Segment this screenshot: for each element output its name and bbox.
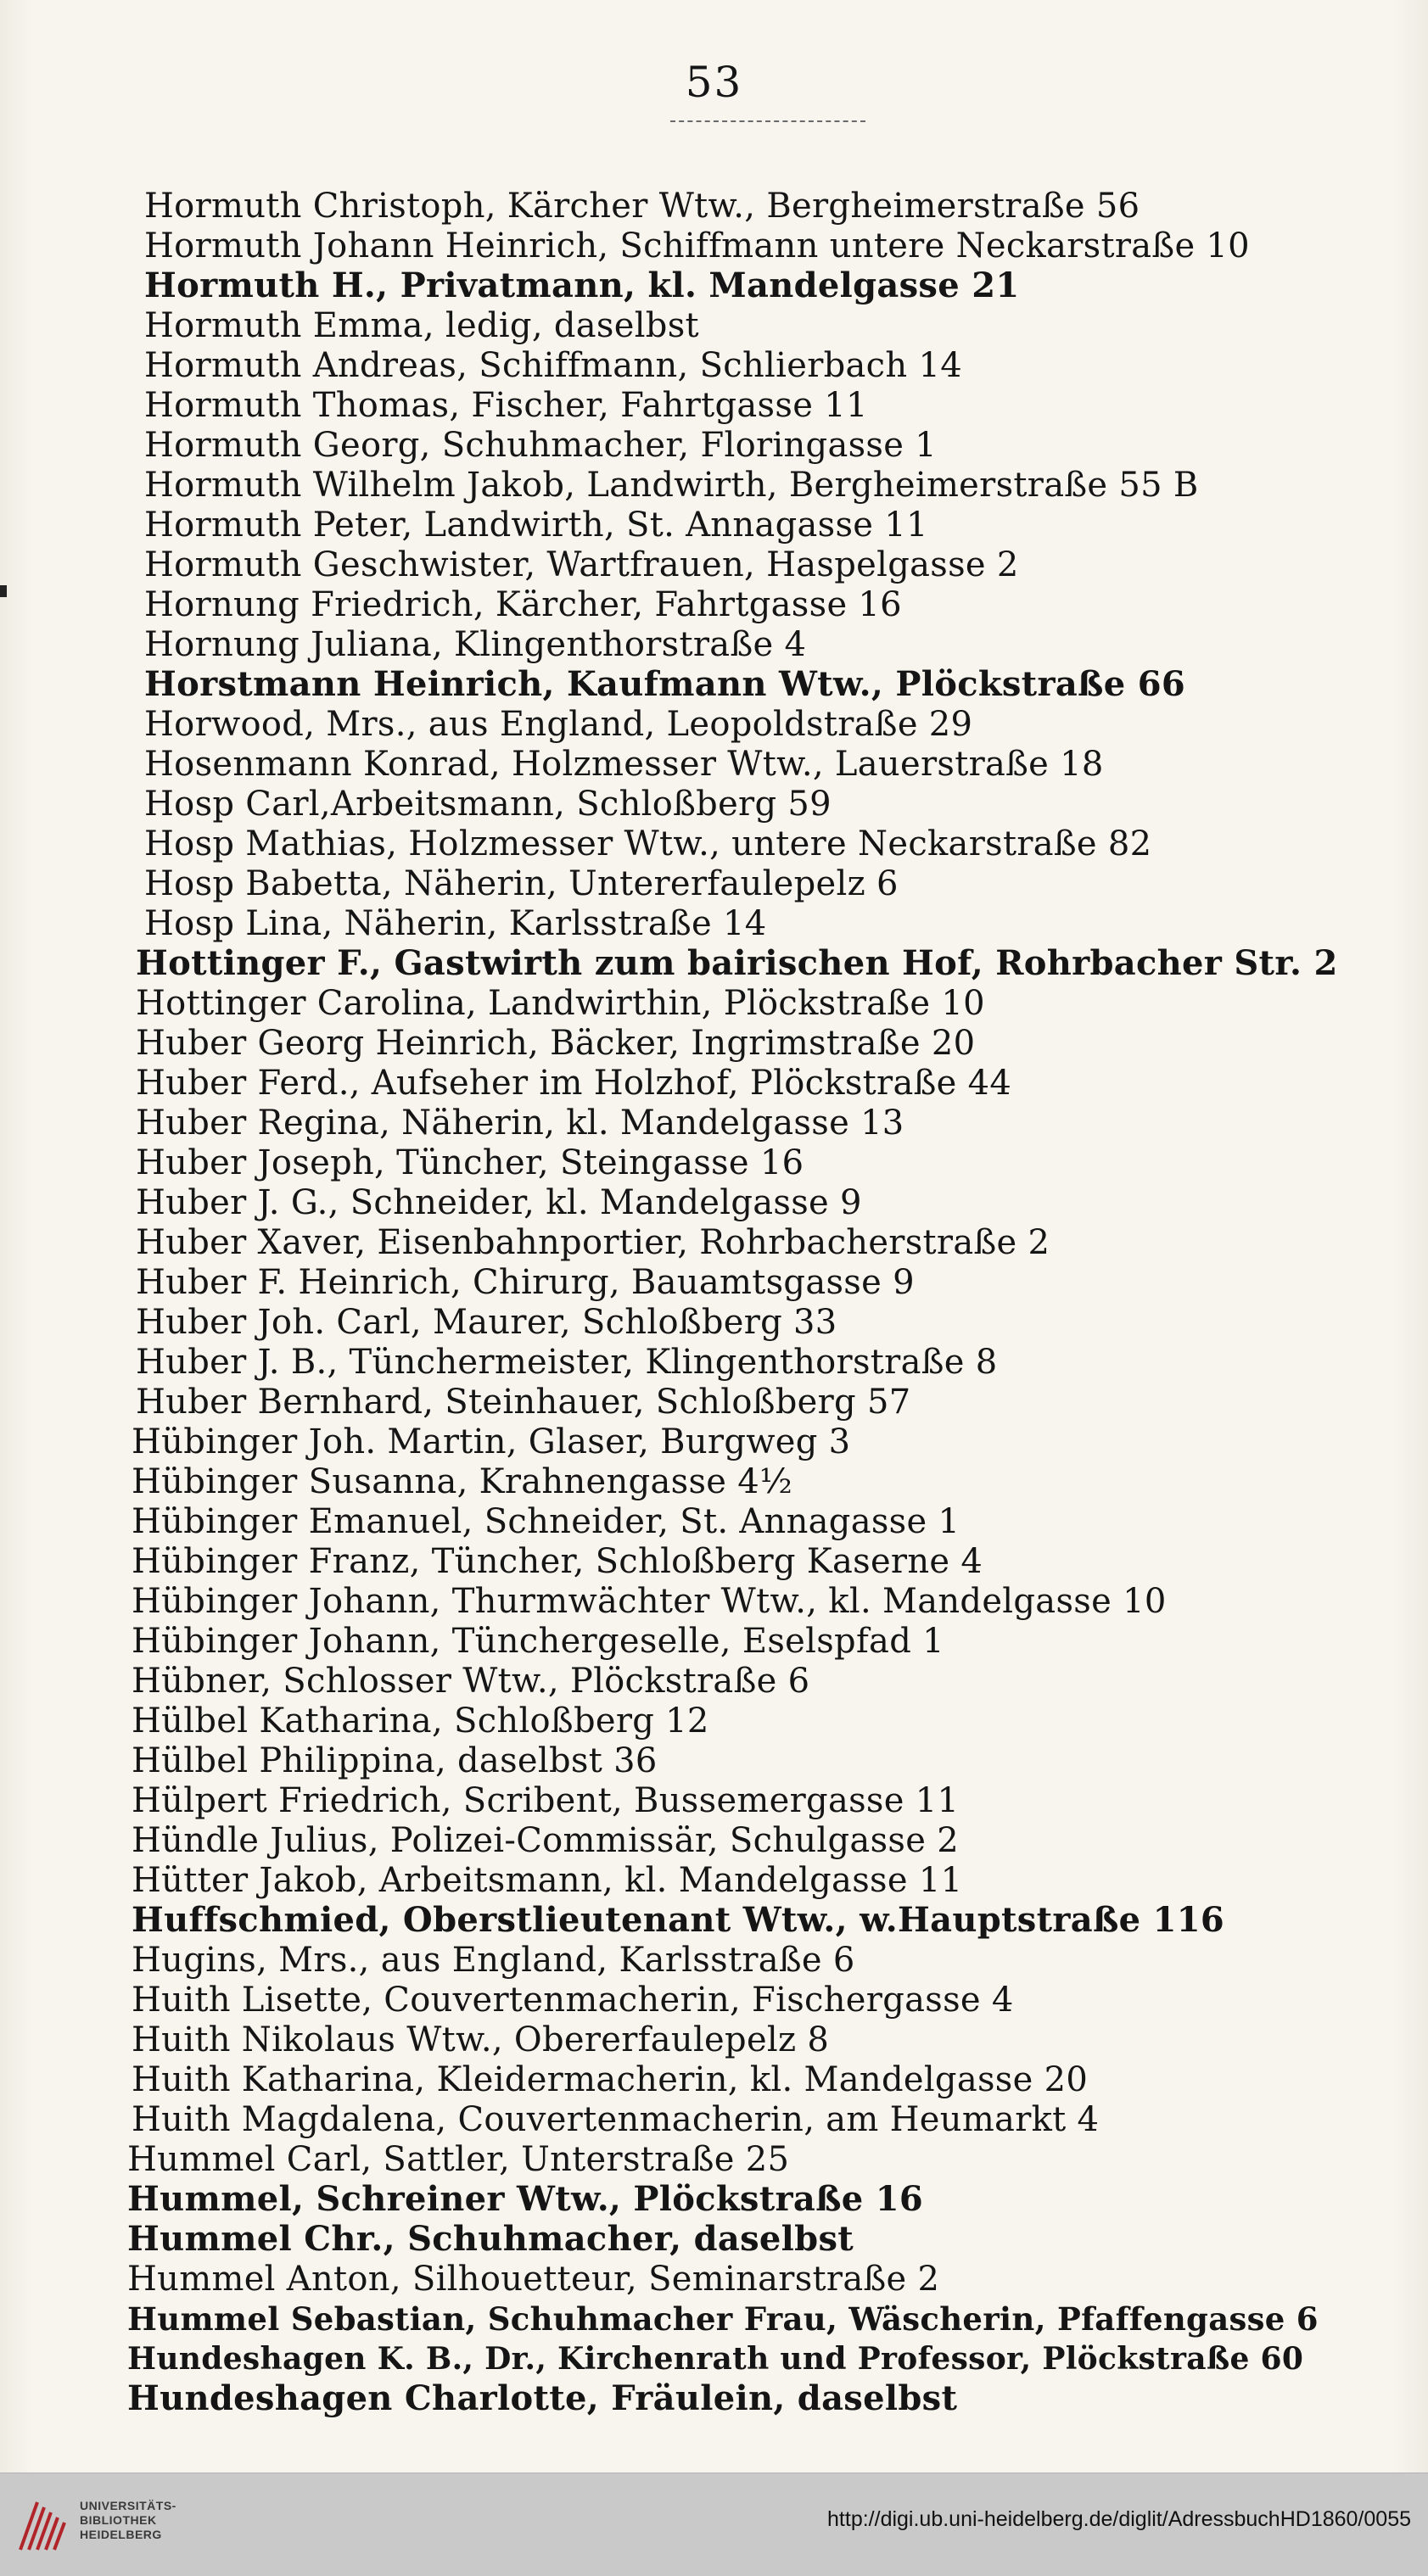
source-url-link[interactable]: http://digi.ub.uni-heidelberg.de/diglit/AdressbuchHD1860/0055 <box>827 2507 1411 2531</box>
directory-entry: Huber Georg Heinrich, Bäcker, Ingrimstraße 20 <box>136 1024 976 1063</box>
footer-bar <box>0 2473 1428 2576</box>
directory-entry: Hormuth Christoph, Kärcher Wtw., Bergheimerstraße 56 <box>144 187 1140 226</box>
directory-entry: Huith Katharina, Kleidermacherin, kl. Mandelgasse 20 <box>132 2060 1089 2099</box>
directory-entry: Huber Xaver, Eisenbahnportier, Rohrbacherstraße 2 <box>136 1223 1050 1262</box>
directory-entry: Hormuth Georg, Schuhmacher, Floringasse 1 <box>144 426 937 465</box>
directory-entry: Huber Joseph, Tüncher, Steingasse 16 <box>136 1143 804 1182</box>
page-edge-mark <box>0 585 7 597</box>
directory-entry: Huith Magdalena, Couvertenmacherin, am Heumarkt 4 <box>132 2100 1100 2139</box>
directory-entry: Hormuth Peter, Landwirth, St. Annagasse 11 <box>144 506 928 545</box>
directory-entry: Huber Regina, Näherin, kl. Mandelgasse 13 <box>136 1104 904 1143</box>
directory-entry: Hundeshagen K. B., Dr., Kirchenrath und Professor, Plöckstraße 60 <box>127 2341 1304 2377</box>
directory-entry: Huber Joh. Carl, Maurer, Schloßberg 33 <box>136 1303 837 1342</box>
logo-line: BIBLIOTHEK <box>80 2513 157 2527</box>
directory-entry: Hormuth Geschwister, Wartfrauen, Haspelgasse 2 <box>144 545 1019 584</box>
directory-entry: Hübinger Susanna, Krahnengasse 4½ <box>132 1462 793 1501</box>
directory-entry: Hottinger F., Gastwirth zum bairischen Hof, Rohrbacher Str. 2 <box>136 943 1338 983</box>
page-number: 53 <box>685 58 743 107</box>
directory-entry: Hübinger Johann, Thurmwächter Wtw., kl. Mandelgasse 10 <box>132 1582 1167 1621</box>
directory-entry: Hosp Carl,Arbeitsmann, Schloßberg 59 <box>144 785 832 824</box>
directory-entry: Huffschmied, Oberstlieutenant Wtw., w.Hauptstraße 116 <box>132 1900 1225 1940</box>
directory-entry: Huber F. Heinrich, Chirurg, Bauamtsgasse 9 <box>136 1263 915 1302</box>
directory-entry: Hugins, Mrs., aus England, Karlsstraße 6 <box>132 1941 855 1980</box>
directory-entry: Huber J. G., Schneider, kl. Mandelgasse 9 <box>136 1183 862 1222</box>
logo-line: UNIVERSITÄTS- <box>80 2499 176 2512</box>
library-logo-text <box>80 2499 176 2542</box>
directory-entry: Hormuth Wilhelm Jakob, Landwirth, Bergheimerstraße 55 B <box>144 466 1199 505</box>
directory-entry: Hübner, Schlosser Wtw., Plöckstraße 6 <box>132 1662 810 1701</box>
directory-entry: Hülbel Katharina, Schloßberg 12 <box>132 1702 709 1741</box>
directory-entry: Hummel, Schreiner Wtw., Plöckstraße 16 <box>127 2179 924 2219</box>
logo-line: HEIDELBERG <box>80 2528 162 2541</box>
directory-entry: Hübinger Franz, Tüncher, Schloßberg Kaserne 4 <box>132 1542 983 1581</box>
directory-entry: Hübinger Joh. Martin, Glaser, Burgweg 3 <box>132 1422 851 1461</box>
directory-entry: Hülbel Philippina, daselbst 36 <box>132 1741 658 1780</box>
directory-entry: Horstmann Heinrich, Kaufmann Wtw., Plöckstraße 66 <box>144 664 1185 704</box>
directory-entry: Huber Bernhard, Steinhauer, Schloßberg 57 <box>136 1383 911 1422</box>
directory-entry: Hütter Jakob, Arbeitsmann, kl. Mandelgasse 11 <box>132 1861 963 1900</box>
directory-entry: Huber Ferd., Aufseher im Holzhof, Plöckstraße 44 <box>136 1064 1012 1103</box>
directory-entry: Hübinger Johann, Tünchergeselle, Eselspfad 1 <box>132 1622 944 1661</box>
directory-entry: Hummel Chr., Schuhmacher, daselbst <box>127 2219 854 2259</box>
university-library-logo-icon <box>15 2495 75 2555</box>
directory-entry: Hundeshagen Charlotte, Fräulein, daselbst <box>127 2378 958 2418</box>
directory-entry: Hormuth Thomas, Fischer, Fahrtgasse 11 <box>144 386 868 425</box>
directory-entry: Hormuth Emma, ledig, daselbst <box>144 306 699 345</box>
directory-entry: Hosp Lina, Näherin, Karlsstraße 14 <box>144 904 767 943</box>
directory-entry: Hummel Anton, Silhouetteur, Seminarstraße 2 <box>127 2260 940 2299</box>
directory-entry: Hottinger Carolina, Landwirthin, Plöckstraße 10 <box>136 984 985 1023</box>
directory-entry: Hornung Juliana, Klingenthorstraße 4 <box>144 625 807 664</box>
header-rule <box>670 120 865 122</box>
directory-entry: Hormuth Andreas, Schiffmann, Schlierbach 14 <box>144 346 962 385</box>
directory-entry: Hosp Mathias, Holzmesser Wtw., untere Neckarstraße 82 <box>144 824 1152 863</box>
directory-entry: Hormuth H., Privatmann, kl. Mandelgasse 21 <box>144 265 1020 305</box>
directory-entry: Hosenmann Konrad, Holzmesser Wtw., Lauerstraße 18 <box>144 745 1104 784</box>
directory-entry: Hülpert Friedrich, Scribent, Bussemergasse 11 <box>132 1781 960 1820</box>
directory-entry: Huith Lisette, Couvertenmacherin, Fischergasse 4 <box>132 1981 1014 2020</box>
directory-entry: Hübinger Emanuel, Schneider, St. Annagasse 1 <box>132 1502 960 1541</box>
directory-entry: Hormuth Johann Heinrich, Schiffmann untere Neckarstraße 10 <box>144 226 1250 265</box>
directory-entry: Huber J. B., Tünchermeister, Klingenthorstraße 8 <box>136 1343 998 1382</box>
directory-entry: Hündle Julius, Polizei-Commissär, Schulgasse 2 <box>132 1821 959 1860</box>
directory-entry: Hummel Sebastian, Schuhmacher Frau, Wäscherin, Pfaffengasse 6 <box>127 2300 1319 2338</box>
directory-entry: Hosp Babetta, Näherin, Untererfaulepelz 6 <box>144 864 899 903</box>
directory-entry: Hornung Friedrich, Kärcher, Fahrtgasse 16 <box>144 585 902 624</box>
directory-entry: Hummel Carl, Sattler, Unterstraße 25 <box>127 2140 790 2179</box>
directory-entry: Huith Nikolaus Wtw., Obererfaulepelz 8 <box>132 2020 830 2059</box>
directory-entry: Horwood, Mrs., aus England, Leopoldstraße 29 <box>144 705 973 744</box>
